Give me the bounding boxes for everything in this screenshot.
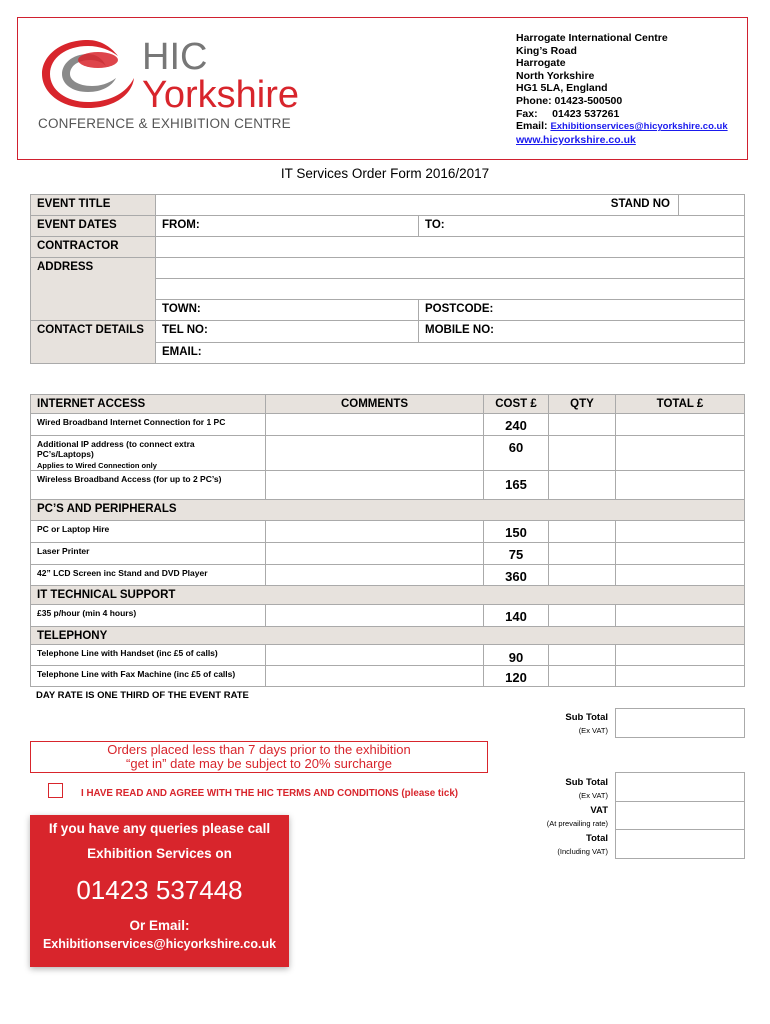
phone-line: Phone: 01423-500500: [516, 94, 623, 107]
section-heading-tech: IT TECHNICAL SUPPORT: [30, 585, 745, 605]
qty-field[interactable]: [548, 644, 616, 666]
contact-box: [30, 815, 289, 967]
surcharge-notice: [30, 741, 488, 773]
qty-field[interactable]: [548, 604, 616, 627]
item-label: PC or Laptop Hire: [30, 520, 266, 543]
item-cost: 360: [483, 564, 549, 586]
contractor-field[interactable]: [155, 236, 745, 258]
vat-field[interactable]: [615, 801, 745, 830]
qty-field[interactable]: [548, 435, 616, 471]
total-field[interactable]: [615, 435, 745, 471]
form-title: IT Services Order Form 2016/2017: [280, 166, 490, 181]
vat-note: (At prevailing rate): [546, 819, 608, 828]
comments-field[interactable]: [265, 435, 484, 471]
item-label: Telephone Line with Handset (inc £5 of calls): [30, 644, 266, 666]
item-cost: 60: [483, 435, 549, 471]
event-title-field[interactable]: [155, 194, 679, 216]
vat-label: VAT: [590, 805, 608, 816]
postcode-field[interactable]: [418, 299, 745, 321]
subtotal2-field[interactable]: [615, 772, 745, 802]
contact-line1: If you have any queries please call: [48, 821, 271, 836]
email-line: [516, 120, 728, 134]
email-link[interactable]: Exhibitionservices@hicyorkshire.co.uk: [550, 121, 728, 133]
address-line: HG1 5LA, England: [516, 82, 608, 95]
comments-field[interactable]: [265, 604, 484, 627]
logo-yorkshire: Yorkshire: [142, 74, 300, 116]
from-field[interactable]: [155, 215, 419, 237]
qty-field[interactable]: [548, 564, 616, 586]
address-line: Harrogate International Centre: [516, 32, 668, 44]
to-label: TO:: [425, 219, 445, 231]
email-field[interactable]: [155, 342, 745, 364]
contact-email[interactable]: Exhibitionservices@hicyorkshire.co.uk: [42, 937, 277, 951]
item-label: Wired Broadband Internet Connection for 1 PC: [30, 413, 266, 436]
terms-text: I HAVE READ AND AGREE WITH THE HIC TERMS AND CONDITIONS (please tick): [81, 788, 459, 799]
col-header-cost: COST £: [483, 394, 549, 414]
subtotal-note: (Ex VAT): [578, 726, 608, 735]
tel-field[interactable]: [155, 320, 419, 343]
postcode-label: POSTCODE:: [425, 303, 494, 315]
item-label: 42” LCD Screen inc Stand and DVD Player: [30, 564, 266, 586]
total-label: Total: [586, 833, 608, 844]
address-field-1[interactable]: [155, 257, 745, 279]
address-line: King’s Road: [516, 44, 577, 57]
hic-logo-mark-icon: [38, 34, 138, 114]
total-note: (Including VAT): [557, 847, 608, 856]
address-block: [516, 32, 728, 146]
logo-tagline: CONFERENCE & EXHIBITION CENTRE: [38, 116, 291, 131]
item-cost: 120: [483, 665, 549, 687]
total-field[interactable]: [615, 665, 745, 687]
mobile-label: MOBILE NO:: [425, 324, 494, 336]
stand-no-field[interactable]: [678, 194, 745, 216]
tel-label: TEL NO:: [162, 324, 208, 336]
day-rate-note: DAY RATE IS ONE THIRD OF THE EVENT RATE: [36, 690, 249, 701]
contact-phone: 01423 537448: [76, 875, 243, 905]
fax-line: Fax: 01423 537261: [516, 107, 620, 120]
comments-field[interactable]: [265, 564, 484, 586]
qty-field[interactable]: [548, 413, 616, 436]
item-cost: 140: [483, 604, 549, 627]
contact-or-email: Or Email:: [129, 918, 190, 933]
address-line: North Yorkshire: [516, 69, 595, 82]
subtotal2-note: (Ex VAT): [578, 791, 608, 800]
item-note: Applies to Wired Connection only: [37, 461, 157, 470]
surcharge-line1: Orders placed less than 7 days prior to the exhibition: [107, 742, 411, 757]
subtotal-field[interactable]: [615, 708, 745, 738]
item-cost: 90: [483, 644, 549, 666]
logo-hic: HIC: [142, 36, 208, 78]
subtotal-label: Sub Total: [565, 712, 608, 723]
item-cost: 240: [483, 413, 549, 436]
section-heading-pcs: PC’S AND PERIPHERALS: [30, 499, 745, 521]
item-label: [30, 435, 266, 471]
town-field[interactable]: [155, 299, 419, 321]
comments-field[interactable]: [265, 520, 484, 543]
item-label: £35 p/hour (min 4 hours): [30, 604, 266, 627]
terms-checkbox[interactable]: [48, 783, 63, 798]
total-field[interactable]: [615, 644, 745, 666]
total-field[interactable]: [615, 564, 745, 586]
email-field-label: EMAIL:: [162, 346, 202, 358]
email-label: Email:: [516, 120, 551, 133]
address-line: Harrogate: [516, 57, 566, 70]
mobile-field[interactable]: [418, 320, 745, 343]
item-label: Laser Printer: [30, 542, 266, 565]
subtotal2-label: Sub Total: [565, 777, 608, 788]
total-field[interactable]: [615, 470, 745, 500]
contractor-label: CONTRACTOR: [30, 236, 156, 258]
comments-field[interactable]: [265, 470, 484, 500]
qty-field[interactable]: [548, 542, 616, 565]
item-cost: 75: [483, 542, 549, 565]
col-header-total: TOTAL £: [615, 394, 745, 414]
total-field[interactable]: [615, 520, 745, 543]
town-label: TOWN:: [162, 303, 201, 315]
total-field[interactable]: [615, 542, 745, 565]
hic-logo: [38, 34, 298, 134]
item-cost: 165: [483, 470, 549, 500]
item-cost: 150: [483, 520, 549, 543]
item-label: Wireless Broadband Access (for up to 2 PC’s): [30, 470, 266, 500]
section-heading-telephony: TELEPHONY: [30, 626, 745, 645]
from-label: FROM:: [162, 219, 200, 231]
comments-field[interactable]: [265, 665, 484, 687]
total-field[interactable]: [615, 413, 745, 436]
website-link[interactable]: www.hicyorkshire.co.uk: [516, 133, 636, 146]
contact-line2: Exhibition Services on: [87, 846, 232, 861]
surcharge-line2: “get in” date may be subject to 20% surcharge: [126, 756, 392, 771]
comments-field[interactable]: [265, 413, 484, 436]
item-label-text: Additional IP address (to connect extra PC’s/Laptops): [37, 439, 195, 459]
to-field[interactable]: [418, 215, 745, 237]
col-header-service: INTERNET ACCESS: [30, 394, 266, 414]
contact-details-label: CONTACT DETAILS: [30, 320, 156, 364]
address-label: ADDRESS: [30, 257, 156, 321]
event-title-label: EVENT TITLE: [30, 194, 156, 216]
comments-field[interactable]: [265, 542, 484, 565]
qty-field[interactable]: [548, 470, 616, 500]
address-field-2[interactable]: [155, 278, 745, 300]
total-field[interactable]: [615, 604, 745, 627]
grand-total-field[interactable]: [615, 829, 745, 859]
col-header-qty: QTY: [548, 394, 616, 414]
item-label: Telephone Line with Fax Machine (inc £5 of calls): [30, 665, 266, 687]
stand-no-label: STAND NO: [610, 198, 670, 210]
qty-field[interactable]: [548, 520, 616, 543]
col-header-comments: COMMENTS: [265, 394, 484, 414]
comments-field[interactable]: [265, 644, 484, 666]
qty-field[interactable]: [548, 665, 616, 687]
event-dates-label: EVENT DATES: [30, 215, 156, 237]
